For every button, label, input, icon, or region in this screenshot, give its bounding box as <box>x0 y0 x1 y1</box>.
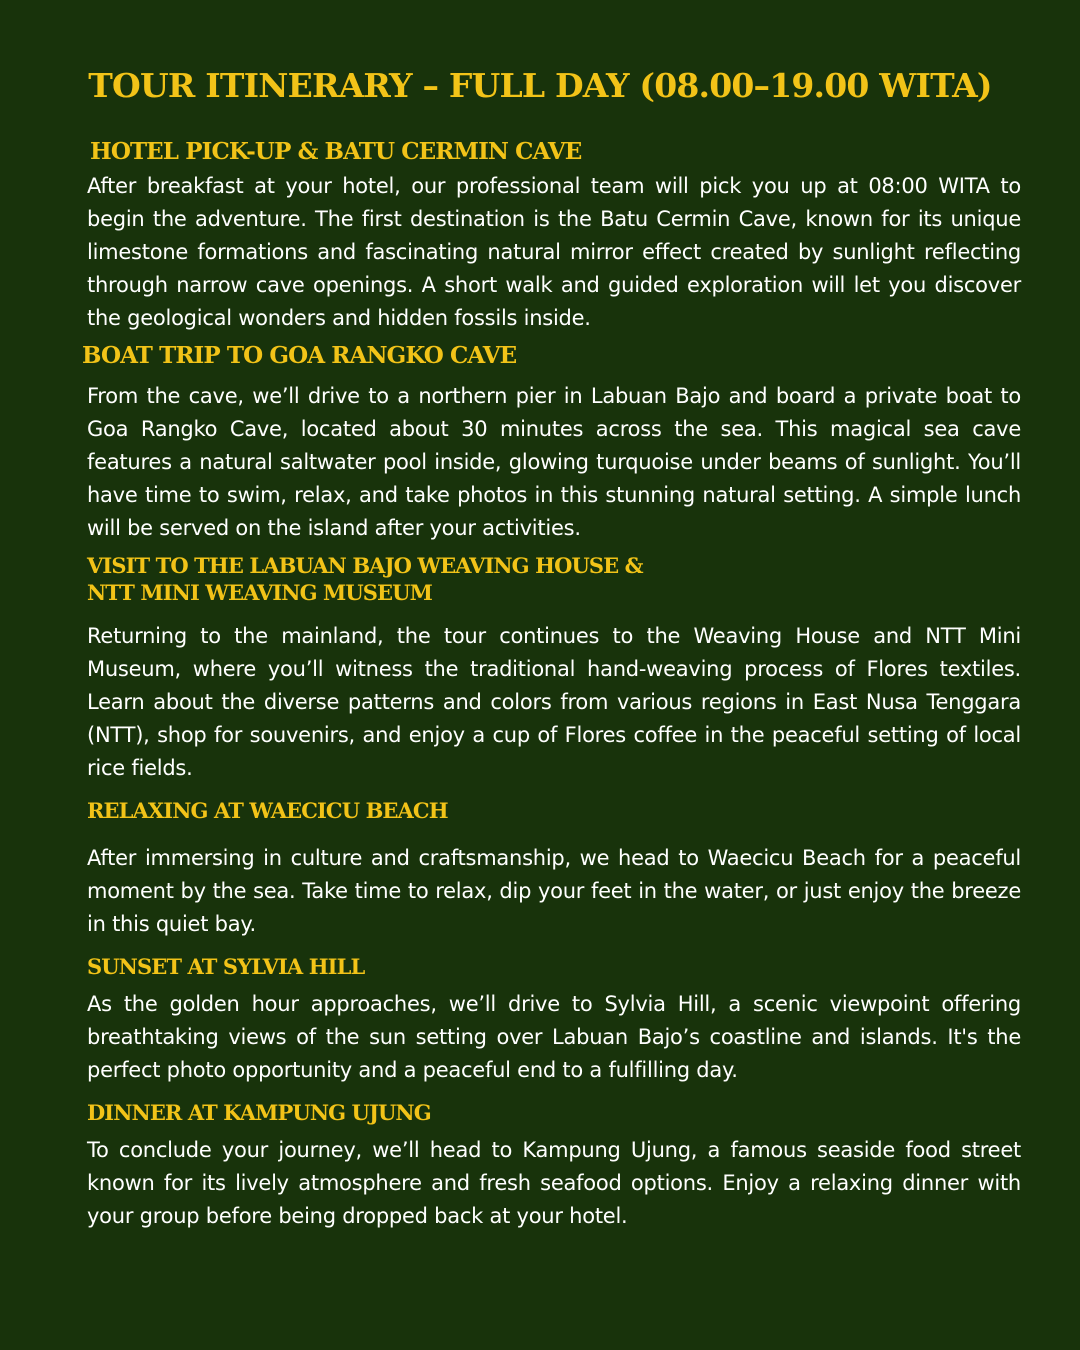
section-heading-boat-trip: BOAT TRIP TO GOA RANGKO CAVE <box>82 342 517 369</box>
section-heading-weaving-house-line-1: VISIT TO THE LABUAN BAJO WEAVING HOUSE & <box>87 553 643 578</box>
section-text-sylvia-hill: As the golden hour approaches, we’ll drive to Sylvia Hill, a scenic viewpoint offering breathtaking views of the sun setting over Labuan Bajo’s coastline and islands. It's the perfect photo opportunity and a peaceful end to a fulfilling day. <box>87 992 1021 1082</box>
section-heading-kampung-ujung: DINNER AT KAMPUNG UJUNG <box>87 1100 431 1125</box>
section-text-boat-trip: From the cave, we’ll drive to a northern pier in Labuan Bajo and board a private boat to Goa Rangko Cave, located about 30 minutes across the sea. This magical sea cave features a natural saltwater pool inside, glowing turquoise under beams of sunlight. You’ll have time to swim, relax, and take photos in this stunning natural setting. A simple lunch will be served on the island after your activities. <box>87 384 1021 540</box>
section-text-hotel-pickup: After breakfast at your hotel, our professional team will pick you up at 08:00 WITA to begin the adventure. The first destination is the Batu Cermin Cave, known for its unique limestone formations and fascinating natural mirror effect created by sunlight reflecting through narrow cave openings. A short walk and guided exploration will let you discover the geological wonders and hidden fossils inside. <box>87 174 1021 330</box>
section-heading-weaving-house-line-2: NTT MINI WEAVING MUSEUM <box>87 580 432 605</box>
section-text-weaving-house: Returning to the mainland, the tour continues to the Weaving House and NTT Mini Museum, where you’ll witness the traditional hand-weaving process of Flores textiles. Learn about the diverse patterns and colors from various regions in East Nusa Tenggara (NTT), shop for souvenirs, and enjoy a cup of Flores coffee in the peaceful setting of local rice fields. <box>87 624 1021 780</box>
section-text-kampung-ujung: To conclude your journey, we’ll head to Kampung Ujung, a famous seaside food street known for its lively atmosphere and fresh seafood options. Enjoy a relaxing dinner with your group before being dropped back at your hotel. <box>87 1138 1021 1228</box>
section-heading-weaving-house <box>87 552 643 606</box>
section-heading-waecicu-beach: RELAXING AT WAECICU BEACH <box>87 798 448 823</box>
page-title: TOUR ITINERARY – FULL DAY (08.00–19.00 WITA) <box>88 66 992 105</box>
section-heading-hotel-pickup: HOTEL PICK-UP & BATU CERMIN CAVE <box>90 138 582 165</box>
section-heading-sylvia-hill: SUNSET AT SYLVIA HILL <box>87 954 365 979</box>
section-text-waecicu-beach: After immersing in culture and craftsmanship, we head to Waecicu Beach for a peaceful moment by the sea. Take time to relax, dip your feet in the water, or just enjoy the breeze in this quiet bay. <box>87 846 1021 936</box>
